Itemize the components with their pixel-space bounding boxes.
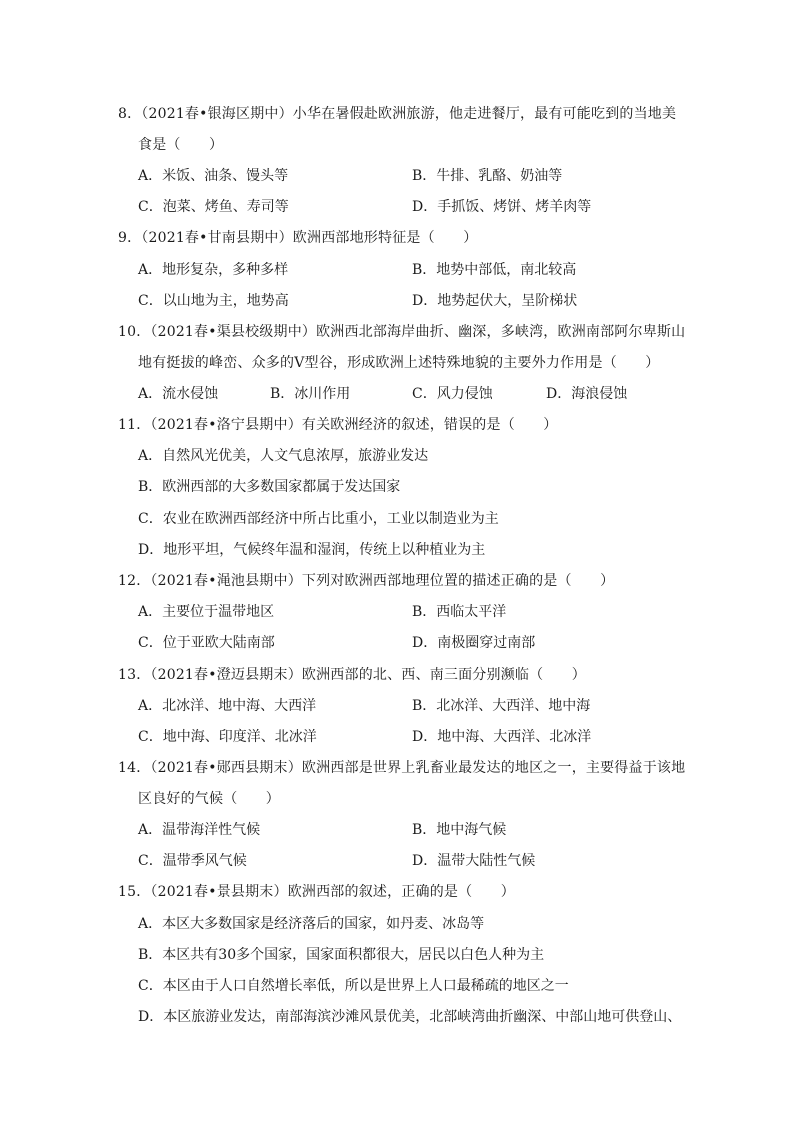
question-10-option-c: C．风力侵蚀 — [412, 386, 493, 402]
question-14-option-a: A．温带海洋性气候 — [138, 822, 261, 838]
question-12-option-b: B．西临太平洋 — [412, 604, 507, 620]
question-8-option-d: D．手抓饭、烤饼、烤羊肉等 — [412, 199, 592, 215]
question-12-option-a: A．主要位于温带地区 — [138, 604, 275, 620]
question-12-stem: 12．（2021春•渑池县期中）下列对欧洲西部地理位置的描述正确的是（ ） — [118, 573, 615, 589]
question-14-option-b: B．地中海气候 — [412, 822, 507, 838]
question-9-stem: 9．（2021春•甘南县期中）欧洲西部地形特征是（ ） — [118, 230, 478, 246]
question-12-option-d: D．南极圈穿过南部 — [412, 635, 536, 651]
question-10-option-a: A．流水侵蚀 — [138, 386, 219, 402]
question-14-stem-continued: 区良好的气候（ ） — [138, 791, 280, 807]
question-11-option-d: D．地形平坦，气候终年温和湿润，传统上以种植业为主 — [138, 542, 486, 558]
question-13-stem: 13．（2021春•澄迈县期末）欧洲西部的北、西、南三面分别濒临（ ） — [118, 667, 586, 683]
question-14-stem: 14．（2021春•郧西县期末）欧洲西部是世界上乳畜业最发达的地区之一，主要得益于该地 — [118, 760, 686, 776]
question-13-option-c: C．地中海、印度洋、北冰洋 — [138, 729, 317, 745]
question-13-option-b: B．北冰洋、大西洋、地中海 — [412, 698, 591, 714]
question-10-stem: 10．（2021春•渠县校级期中）欧洲西北部海岸曲折、幽深，多峡湾，欧洲南部阿尔卑斯山 — [118, 324, 686, 340]
question-11-stem: 11．（2021春•洛宁县期中）有关欧洲经济的叙述，错误的是（ ） — [118, 417, 558, 433]
question-11-option-c: C．农业在欧洲西部经济中所占比重小，工业以制造业为主 — [138, 511, 499, 527]
question-8-option-a: A．米饭、油条、馒头等 — [138, 168, 289, 184]
question-9-option-d: D．地势起伏大，呈阶梯状 — [412, 293, 578, 309]
question-9-option-b: B．地势中部低，南北较高 — [412, 262, 577, 278]
question-8-option-b: B．牛排、乳酪、奶油等 — [412, 168, 563, 184]
question-15-option-d: D．本区旅游业发达，南部海滨沙滩风景优美，北部峡湾曲折幽深、中部山地可供登山、 — [138, 1009, 682, 1025]
question-14-option-c: C．温带季风气候 — [138, 853, 247, 869]
question-12-option-c: C．位于亚欧大陆南部 — [138, 635, 275, 651]
question-8-stem: 8．（2021春•银海区期中）小华在暑假赴欧洲旅游，他走进餐厅，最有可能吃到的当地美 — [118, 106, 677, 122]
question-10-option-d: D．海浪侵蚀 — [546, 386, 628, 402]
question-13-option-a: A．北冰洋、地中海、大西洋 — [138, 698, 317, 714]
question-10-stem-continued: 地有挺拔的峰峦、众多的V型谷，形成欧洲上述特殊地貌的主要外力作用是（ ） — [138, 355, 660, 371]
question-8-stem-continued: 食是（ ） — [138, 137, 224, 153]
question-11-option-b: B．欧洲西部的大多数国家都属于发达国家 — [138, 479, 401, 495]
question-15-stem: 15．（2021春•景县期末）欧洲西部的叙述，正确的是（ ） — [118, 884, 515, 900]
question-10-option-b: B．冰川作用 — [270, 386, 351, 402]
question-8-option-c: C．泡菜、烤鱼、寿司等 — [138, 199, 289, 215]
question-15-option-a: A．本区大多数国家是经济落后的国家，如丹麦、冰岛等 — [138, 916, 485, 932]
question-14-option-d: D．温带大陆性气候 — [412, 853, 536, 869]
question-15-option-c: C．本区由于人口自然增长率低，所以是世界上人口最稀疏的地区之一 — [138, 978, 569, 994]
question-9-option-a: A．地形复杂，多种多样 — [138, 262, 289, 278]
question-13-option-d: D．地中海、大西洋、北冰洋 — [412, 729, 592, 745]
question-11-option-a: A．自然风光优美，人文气息浓厚，旅游业发达 — [138, 448, 429, 464]
question-9-option-c: C．以山地为主，地势高 — [138, 293, 289, 309]
question-15-option-b: B．本区共有30多个国家，国家面积都很大，居民以白色人种为主 — [138, 947, 545, 963]
